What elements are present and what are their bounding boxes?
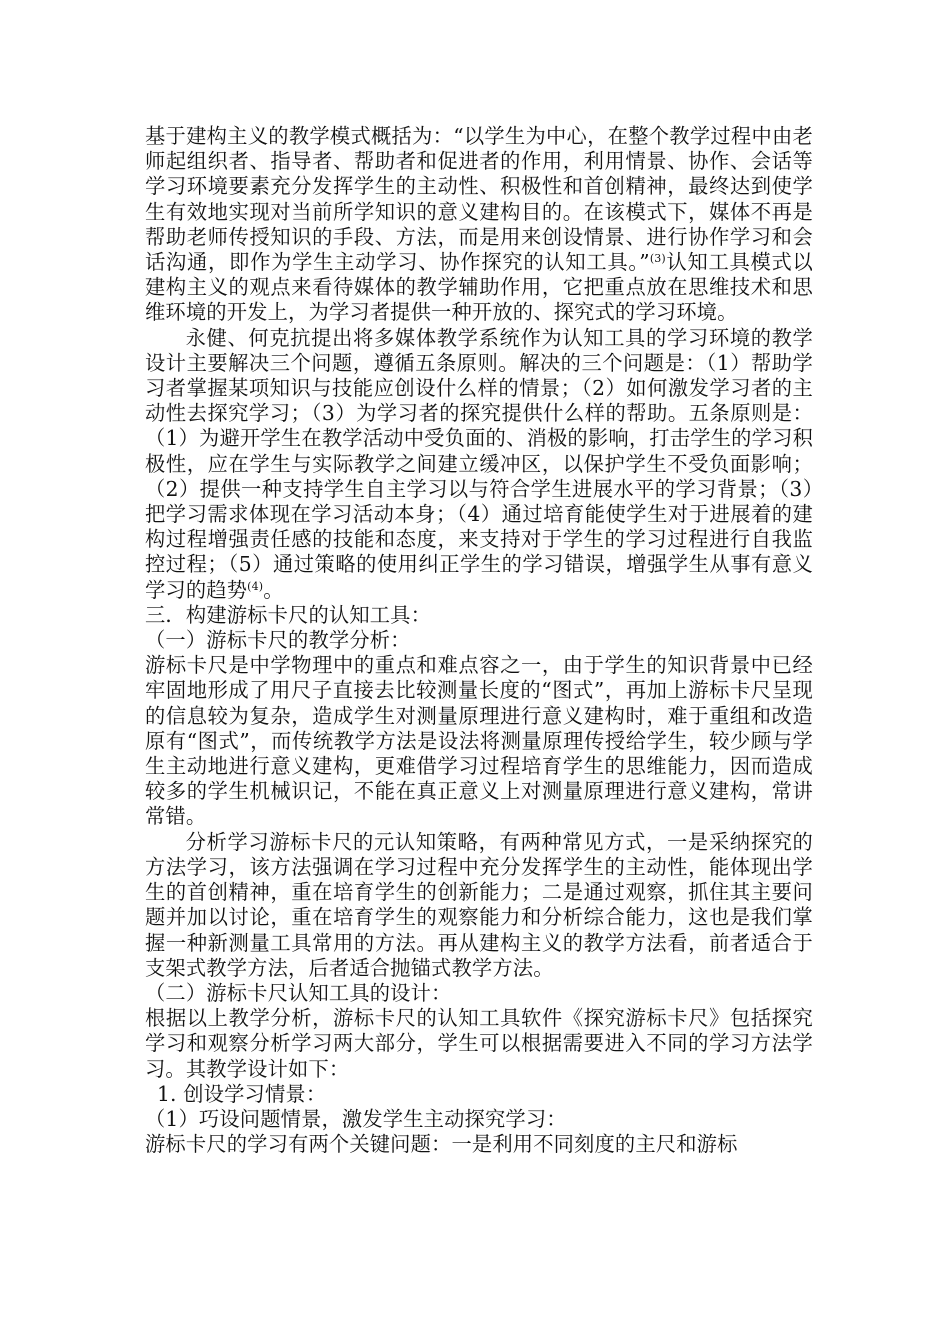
reference-marker: (3)	[649, 252, 666, 266]
paragraph-text: 永健、何克抗提出将多媒体教学系统作为认知工具的学习环境的教学设计主要解决三个问题，遵循五条原则。解决的三个问题是：（1）帮助学习者掌握某项知识与技能应创设什么样的情景；（2）如何激发学习者的主动性去探究学习；（3）为学习者的探究提供什么样的帮助。五条原则是：（1）为避开学生在教学活动中受负面的、消极的影响，打击学生的学习积极性，应在学生与实际教学之间建立缓冲区，以保护学生不受负面影响；（2）提供一种支持学生自主学习以与符合学生进展水平的学习背景；（3）把学习需求体现在学习活动本身；（4）通过培育能使学生对于进展着的建构过程增强责任感的技能和态度，来支持对于学生的学习过程进行自我监控过程；（5）通过策略的使用纠正学生的学习错误，增强学生从事有意义学习的趋势	[145, 325, 813, 602]
document-body	[145, 124, 813, 1157]
paragraph-constructivist-model	[145, 124, 813, 326]
paragraph-text: 。	[263, 577, 284, 602]
paragraph-teaching-analysis: 游标卡尺是中学物理中的重点和难点容之一，由于学生的知识背景中已经牢固地形成了用尺子直接去比较测量长度的“图式”，再加上游标卡尺呈现的信息较为复杂，造成学生对测量原理进行意义建构时，难于重组和改造原有“图式”，而传统教学方法是设法将测量原理传授给学生，较少顾与学生主动地进行意义建构，更难借学习过程培育学生的思维能力，因而造成较多的学生机械识记，不能在真正意义上对测量原理进行意义建构，常讲常错。	[145, 653, 813, 829]
paragraph-text: 基于建构主义的教学模式概括为：“以学生为中心，在整个教学过程中由老师起组织者、指导者、帮助者和促进者的作用，利用情景、协作、会话等学习环境要素充分发挥学生的主动性、积极性和首创精神，最终达到使学生有效地实现对当前所学知识的意义建构目的。在该模式下，媒体不再是帮助老师传授知识的手段、方法，而是用来创设情景、进行协作学习和会话沟通，即作为学生主动学习、协作探究的认知工具。”	[145, 124, 813, 275]
section-heading: 三．构建游标卡尺的认知工具：	[145, 602, 432, 627]
subsection-heading: （一）游标卡尺的教学分析：	[145, 628, 411, 653]
paragraph-metacognitive-strategy: 分析学习游标卡尺的元认知策略，有两种常见方式，一是采纳探究的方法学习，该方法强调在学习过程中充分发挥学生的主动性，能体现出学生的首创精神，重在培育学生的创新能力；二是通过观察，抓住其主要问题并加以讨论，重在培育学生的观察能力和分析综合能力，这也是我们掌握一种新测量工具常用的方法。再从建构主义的教学方法看，前者适合于支架式教学方法，后者适合抛锚式教学方法。	[145, 829, 813, 980]
paragraph-text: 认知工具模式以建构主义的观点来看待媒体的教学辅助作用，它把重点放在思维技术和思维环境的开发上，为学习者提供一种开放的、探究式的学习环境。	[145, 250, 813, 325]
paragraph-key-problems: 游标卡尺的学习有两个关键问题：一是利用不同刻度的主尺和游标	[145, 1132, 738, 1157]
numbered-heading: 1. 创设学习情景：	[157, 1081, 327, 1106]
subsection-heading: （二）游标卡尺认知工具的设计：	[145, 980, 452, 1005]
numbered-subheading: （1）巧设问题情景，激发学生主动探究学习：	[145, 1106, 567, 1131]
paragraph-software-design: 根据以上教学分析，游标卡尺的认知工具软件《探究游标卡尺》包括探究学习和观察分析学习两大部分，学生可以根据需要进入不同的学习方法学习。其教学设计如下：	[145, 1006, 813, 1081]
reference-marker: (4)	[247, 579, 264, 593]
paragraph-design-principles	[145, 326, 813, 603]
